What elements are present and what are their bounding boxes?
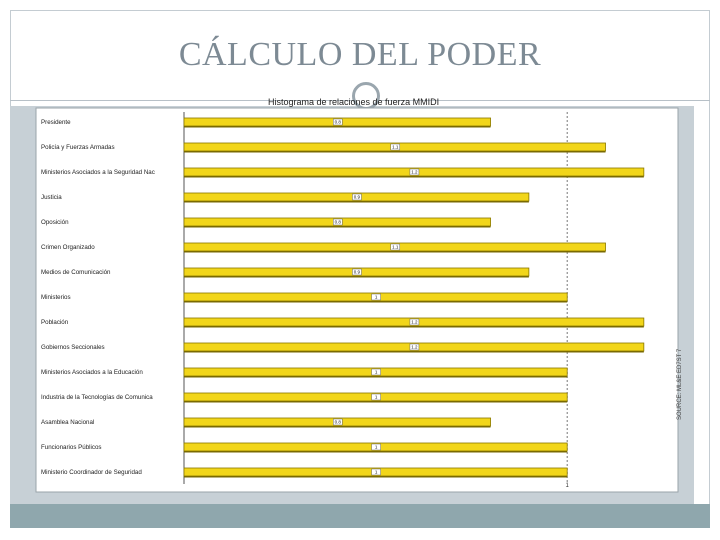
value-label: 1.2 [411, 344, 418, 350]
footer-band [10, 504, 710, 528]
value-label: 0.8 [334, 219, 341, 225]
bar-shadow [184, 426, 491, 428]
category-label: Funcionarios Públicos [41, 444, 102, 451]
bar-shadow [184, 376, 567, 378]
bar-shadow [184, 176, 644, 178]
bar-shadow [184, 201, 529, 203]
value-label: 0.9 [353, 269, 361, 275]
category-label: Asamblea Nacional [41, 419, 95, 426]
value-label: 1.1 [392, 244, 399, 250]
category-label: Ministerios Asociados a la Educación [41, 369, 143, 376]
bar-shadow [184, 151, 606, 153]
value-label: 1 [374, 369, 378, 375]
category-label: Policía y Fuerzas Armadas [41, 144, 115, 151]
category-label: Ministerios [41, 294, 71, 301]
value-label: 1.2 [411, 169, 418, 175]
value-label: 1 [374, 469, 378, 475]
x-tick-label: 1 [565, 483, 569, 489]
category-label: Ministerios Asociados a la Seguridad Nac [41, 169, 155, 176]
category-label: Justicia [41, 194, 62, 201]
value-label: 1 [374, 444, 378, 450]
value-label: 0.8 [334, 419, 341, 425]
bar-shadow [184, 301, 567, 303]
category-label: Medios de Comunicación [41, 269, 111, 276]
value-label: 1.2 [411, 319, 418, 325]
side-note: SOURCE: ML&E ED7ST 7 [677, 348, 683, 420]
category-label: Gobiernos Seccionales [41, 344, 105, 351]
chart-title: Histograma de relaciones de fuerza MMIDI [268, 97, 440, 107]
bar-shadow [184, 401, 567, 403]
category-label: Oposición [41, 219, 69, 226]
category-label: Presidente [41, 119, 71, 126]
value-label: 1 [374, 294, 378, 300]
bar-shadow [184, 226, 491, 228]
value-label: 0.8 [334, 119, 341, 125]
bar-shadow [184, 126, 491, 128]
category-label: Ministerio Coordinador de Seguridad [41, 469, 142, 476]
value-label: 1.1 [392, 144, 399, 150]
bar-shadow [184, 451, 567, 453]
category-label: Industria de la Tecnologías de Comunica [41, 394, 153, 401]
bar-shadow [184, 276, 529, 278]
category-label: Población [41, 319, 69, 326]
bar-shadow [184, 326, 644, 328]
category-label: Crimen Organizado [41, 244, 95, 251]
bar-shadow [184, 476, 567, 478]
value-label: 0.9 [353, 194, 361, 200]
value-label: 1 [374, 394, 378, 400]
slide-title: CÁLCULO DEL PODER [178, 36, 542, 73]
bar-shadow [184, 251, 606, 253]
bar-shadow [184, 351, 644, 353]
